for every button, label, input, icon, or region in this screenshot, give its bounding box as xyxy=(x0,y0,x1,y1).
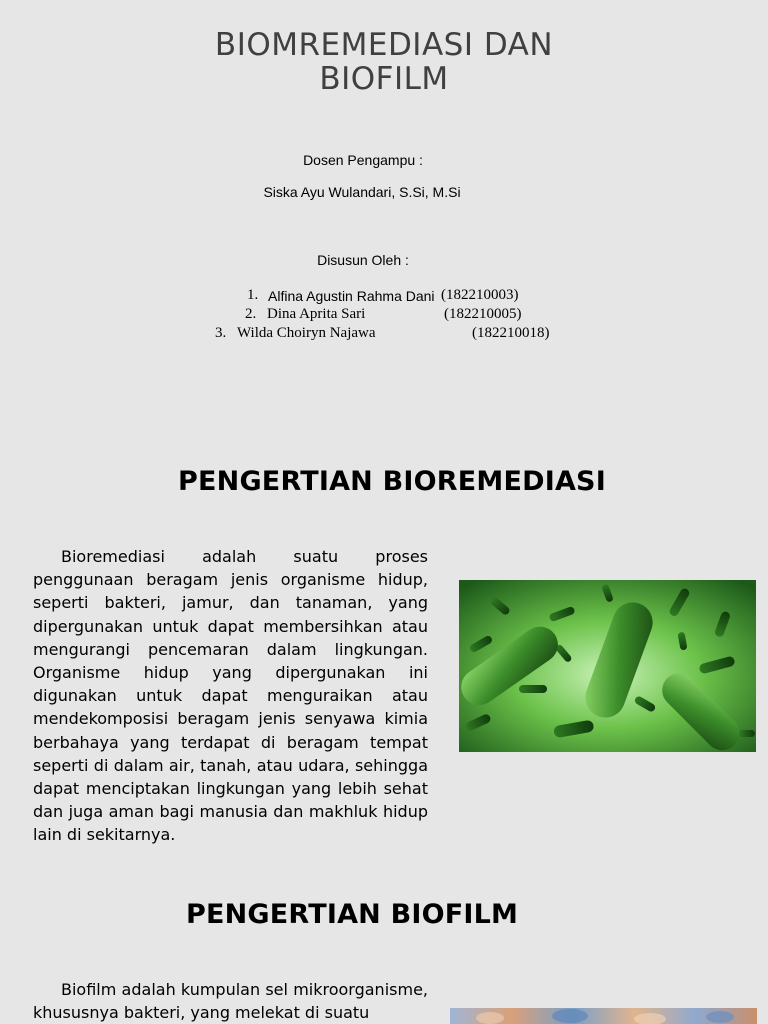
title-line-2: BIOFILM xyxy=(319,61,449,97)
author-name: Wilda Choiryn Najawa xyxy=(237,325,376,341)
author-number: 1. xyxy=(247,287,259,303)
lecturer-label: Dosen Pengampu : xyxy=(303,152,423,168)
bacteria-image xyxy=(459,580,756,752)
author-name: Dina Aprita Sari xyxy=(267,306,366,322)
section-heading-biofilm: PENGERTIAN BIOFILM xyxy=(186,899,519,930)
author-number: 3. xyxy=(215,325,227,341)
title-line-1: BIOMREMEDIASI DAN xyxy=(214,27,554,63)
bioremediasi-paragraph: Bioremediasi adalah suatu proses penggunaan beragam jenis organisme hidup, seperti bakteri, jamur, dan tanaman, yang dipergunakan untuk dapat membersihkan atau mengurangi pencemaran dalam lingkungan. Organisme hidup yang dipergunakan ini digunakan untuk dapat menguraikan atau mendekomposisi beragam jenis senyawa kimia berbahaya yang terdapat di beragam tempat seperti di dalam air, tanah, atau udara, sehingga dapat menciptakan lingkungan yang lebih sehat dan juga aman bagi manusia dan makhluk hidup lain di sekitarnya. xyxy=(33,547,428,845)
biofilm-paragraph: Biofilm adalah kumpulan sel mikroorganisme, khususnya bakteri, yang melekat di suatu xyxy=(33,980,428,1023)
authors-label: Disusun Oleh : xyxy=(317,252,409,268)
author-nim: (182210005) xyxy=(444,306,522,322)
page-title xyxy=(0,28,768,96)
section-heading-bioremediasi: PENGERTIAN BIOREMEDIASI xyxy=(178,466,606,497)
biofilm-image xyxy=(450,1008,757,1024)
lecturer-name: Siska Ayu Wulandari, S.Si, M.Si xyxy=(263,184,461,200)
author-number: 2. xyxy=(245,306,257,322)
author-name: Alfina Agustin Rahma Dani xyxy=(268,288,435,304)
author-nim: (182210003) xyxy=(441,287,519,303)
author-nim: (182210018) xyxy=(472,325,550,341)
